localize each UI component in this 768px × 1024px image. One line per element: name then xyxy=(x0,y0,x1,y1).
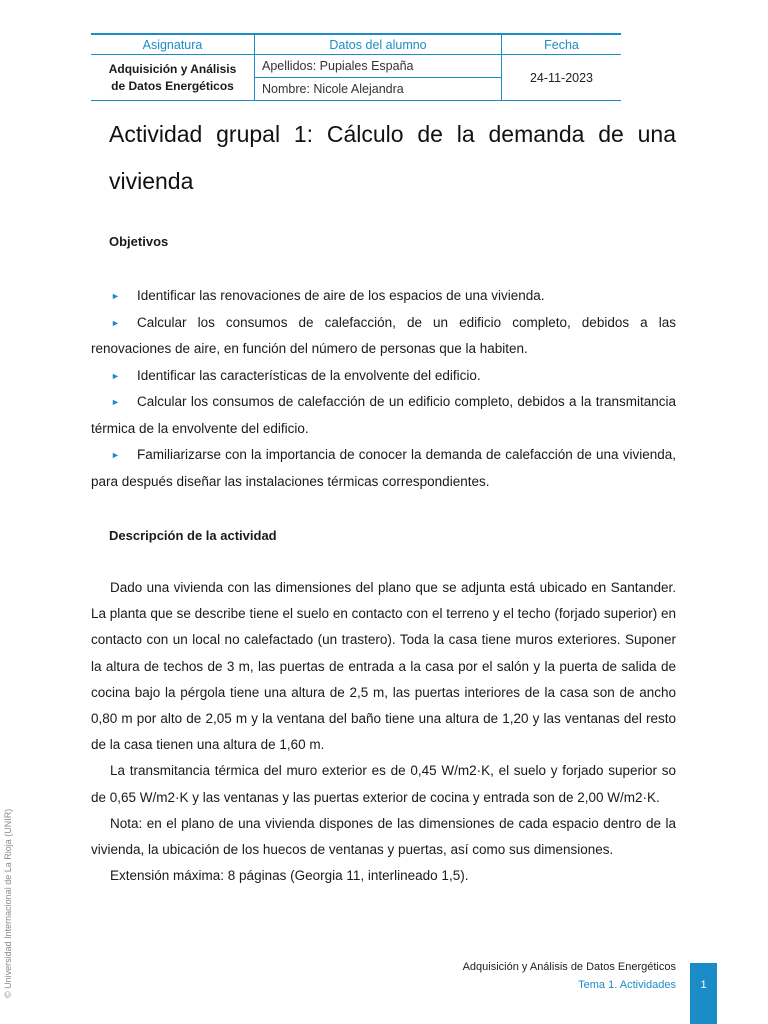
footer-course: Adquisición y Análisis de Datos Energéticos xyxy=(462,961,676,973)
triangle-bullet-icon: ► xyxy=(111,397,120,407)
header-col-datos: Datos del alumno xyxy=(255,34,502,55)
apellidos-field: Apellidos: Pupiales España xyxy=(255,55,502,78)
list-item xyxy=(91,442,676,495)
fecha-value: 24-11-2023 xyxy=(502,55,622,101)
triangle-bullet-icon: ► xyxy=(111,450,120,460)
triangle-bullet-icon: ► xyxy=(111,317,120,328)
page-number: 1 xyxy=(690,963,717,1024)
objetivo-text: Familiarizarse con la importancia de conocer la demanda de calefacción de una vivienda, para después diseñar las instalaciones térmicas correspondientes. xyxy=(91,447,676,489)
header-col-fecha: Fecha xyxy=(502,34,622,55)
asignatura-line2: de Datos Energéticos xyxy=(111,78,234,93)
objetivo-text: Calcular los consumos de calefacción de un edificio completo, debidos a la transmitancia térmica de la envolvente del edificio. xyxy=(91,394,676,436)
triangle-bullet-icon: ► xyxy=(111,291,120,301)
asignatura-cell xyxy=(91,55,255,101)
page-title: Actividad grupal 1: Cálculo de la demanda de una vivienda xyxy=(109,121,676,194)
objetivos-list xyxy=(91,283,676,495)
list-item xyxy=(91,283,676,310)
list-item xyxy=(91,389,676,442)
descripcion-paragraph: Dado una vivienda con las dimensiones del plano que se adjunta está ubicado en Santander. La planta que se describe tiene el suelo en contacto con el terreno y el techo (forjado superior) en contacto con un local no calefactado (un trastero). Toda la casa tiene muros exteriores. Suponer la altura de techos de 3 m, las puertas de entrada a la casa por el salón y la puerta de salida de cocina bajo la pérgola tiene una altura de 2,5 m, las puertas interiores de la casa son de ancho 0,80 m por alto de 2,05 m y la ventana del baño tiene una altura de 1,20 y las ventanas del resto de la casa tienen una altura de 1,60 m. xyxy=(91,580,676,753)
asignatura-line1: Adquisición y Análisis xyxy=(108,61,237,76)
descripcion-paragraph: Extensión máxima: 8 páginas (Georgia 11, interlineado 1,5). xyxy=(110,868,469,884)
objetivo-text: Identificar las renovaciones de aire de los espacios de una vivienda. xyxy=(137,288,545,303)
nombre-field: Nombre: Nicole Alejandra xyxy=(255,78,502,101)
list-item xyxy=(91,310,676,363)
footer-tema: Tema 1. Actividades xyxy=(578,979,676,991)
copyright-credit: © Universidad Internacional de La Rioja (UNIR) xyxy=(3,808,13,998)
objetivo-text: Calcular los consumos de calefacción, de un edificio completo, debidos a las renovaciones de aire, en función del número de personas que la habiten. xyxy=(91,314,676,356)
header-col-asignatura: Asignatura xyxy=(91,34,255,55)
descripcion-heading: Descripción de la actividad xyxy=(109,528,277,543)
objetivo-text: Identificar las características de la envolvente del edificio. xyxy=(137,367,481,383)
descripcion-body xyxy=(91,575,676,889)
descripcion-paragraph: Nota: en el plano de una vivienda dispones de las dimensiones de cada espacio dentro de la vivienda, la ubicación de los huecos de ventanas y puertas, así como sus dimensiones. xyxy=(91,815,676,858)
objetivos-heading: Objetivos xyxy=(109,234,169,249)
header-table xyxy=(91,33,621,101)
descripcion-paragraph: La transmitancia térmica del muro exterior es de 0,45 W/m2·K, el suelo y forjado superior so de 0,65 W/m2·K y las ventanas y las puertas exterior de cocina y entrada son de 2,00 W/m2·K. xyxy=(91,763,676,805)
list-item xyxy=(91,363,676,390)
triangle-bullet-icon: ► xyxy=(111,370,120,381)
